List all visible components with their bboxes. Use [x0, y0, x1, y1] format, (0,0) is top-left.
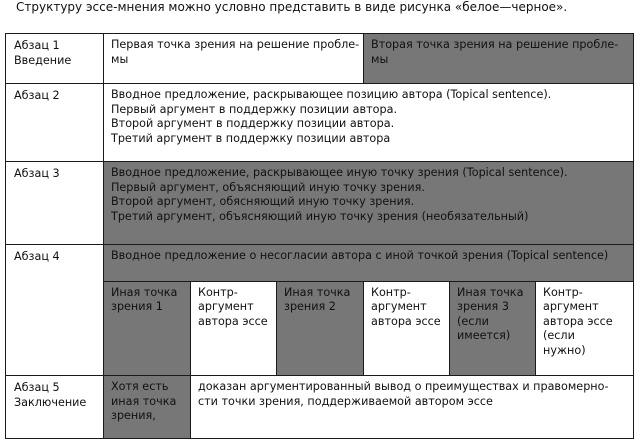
paragraph-2-label: Абзац 2	[6, 84, 104, 162]
paragraph-5-label-line: Абзац 5	[14, 381, 60, 395]
second-viewpoint-line: мы	[371, 52, 389, 66]
conclusion-line: доказан аргументированный вывод о преимуществах и правомерно-	[198, 380, 609, 394]
counterargument-3-cell	[536, 281, 634, 375]
paragraph-3-row	[6, 162, 634, 245]
disagreement-intro-cell	[104, 244, 634, 281]
first-viewpoint-line: Первая точка зрения на решение пробле-	[111, 38, 360, 51]
concession-cell	[104, 376, 191, 439]
figure-caption: Структуру эссе-мнения можно условно представить в виде рисунка «белое—черное».	[16, 0, 568, 14]
cell-line: аргумент	[371, 300, 427, 314]
cell-line: автора эссе	[371, 314, 441, 328]
paragraph-1-row	[6, 34, 634, 84]
author-position-line: Первый аргумент в поддержку позиции автора.	[111, 102, 398, 116]
second-viewpoint-line: Вторая точка зрения на решение пробле-	[371, 38, 619, 51]
other-viewpoint-1-cell	[104, 281, 191, 375]
paragraph-4-intro-row	[6, 244, 634, 281]
concession-line: Хотя есть	[111, 380, 169, 394]
cell-line: имеется)	[457, 329, 511, 343]
other-viewpoint-line: Второй аргумент, обясняющий иную точку зрения.	[111, 195, 415, 208]
cell-line: автора эссе	[543, 314, 613, 328]
author-position-line: Вводное предложение, раскрывающее позицию автора (Topical sentence).	[111, 88, 552, 102]
other-viewpoint-line: Третий аргумент, объясняющий иную точку зрения (необязательный)	[111, 209, 529, 223]
essay-structure-table	[5, 33, 634, 439]
cell-line: Иная точка	[284, 285, 351, 299]
cell-line: зрения 2	[284, 300, 336, 314]
cell-line: аргумент	[198, 300, 254, 314]
paragraph-5-label	[6, 376, 104, 439]
cell-line: автора эссе	[198, 314, 268, 328]
other-viewpoint-2-cell	[277, 281, 364, 375]
counterargument-2-cell	[364, 281, 450, 375]
first-viewpoint-line: мы	[111, 52, 129, 66]
paragraph-2-row	[6, 84, 634, 162]
concession-line: иная точка	[111, 394, 177, 408]
cell-line: нужно)	[543, 343, 586, 357]
paragraph-1-label-line: Абзац 1	[14, 39, 60, 52]
cell-line: (если	[457, 314, 489, 328]
paragraph-3-label: Абзац 3	[6, 162, 104, 245]
counterargument-1-cell	[191, 281, 277, 375]
author-position-line: Третий аргумент в поддержку позиции автора	[111, 131, 391, 145]
cell-line: зрения 1	[111, 300, 163, 314]
paragraph-1-label	[6, 34, 104, 84]
author-position-line: Второй аргумент в поддержку позиции автора.	[111, 117, 395, 131]
paragraph-4-label: Абзац 4	[6, 244, 104, 375]
cell-line: зрения 3	[457, 300, 509, 314]
other-viewpoint-line: Первый аргумент, объясняющий иную точку зрения.	[111, 180, 425, 194]
cell-line: (если	[543, 329, 575, 343]
cell-line: Иная точка	[111, 285, 178, 299]
cell-line: Контр-	[543, 285, 583, 299]
other-viewpoint-3-cell	[450, 281, 536, 375]
paragraph-1-label-line: Введение	[14, 53, 72, 67]
first-viewpoint-cell	[104, 34, 364, 84]
second-viewpoint-cell	[364, 34, 634, 84]
cell-line: Иная точка	[457, 285, 524, 299]
other-viewpoint-line: Вводное предложение, раскрывающее иную точку зрения (Topical sentence).	[111, 166, 568, 179]
cell-line: Контр-	[198, 285, 238, 299]
disagreement-intro-text: Вводное предложение о несогласии автора с иной точкой зрения (Topical sentence)	[111, 248, 609, 262]
conclusion-cell	[191, 376, 634, 439]
cell-line: Контр-	[371, 285, 411, 299]
author-position-cell	[104, 84, 634, 162]
cell-line: аргумент	[543, 300, 599, 314]
conclusion-line: сти точки зрения, поддерживаемой автором эссе	[198, 394, 493, 408]
concession-line: зрения,	[111, 409, 156, 423]
paragraph-5-label-line: Заключение	[14, 395, 87, 409]
other-viewpoint-cell	[104, 162, 634, 245]
paragraph-5-row	[6, 376, 634, 439]
